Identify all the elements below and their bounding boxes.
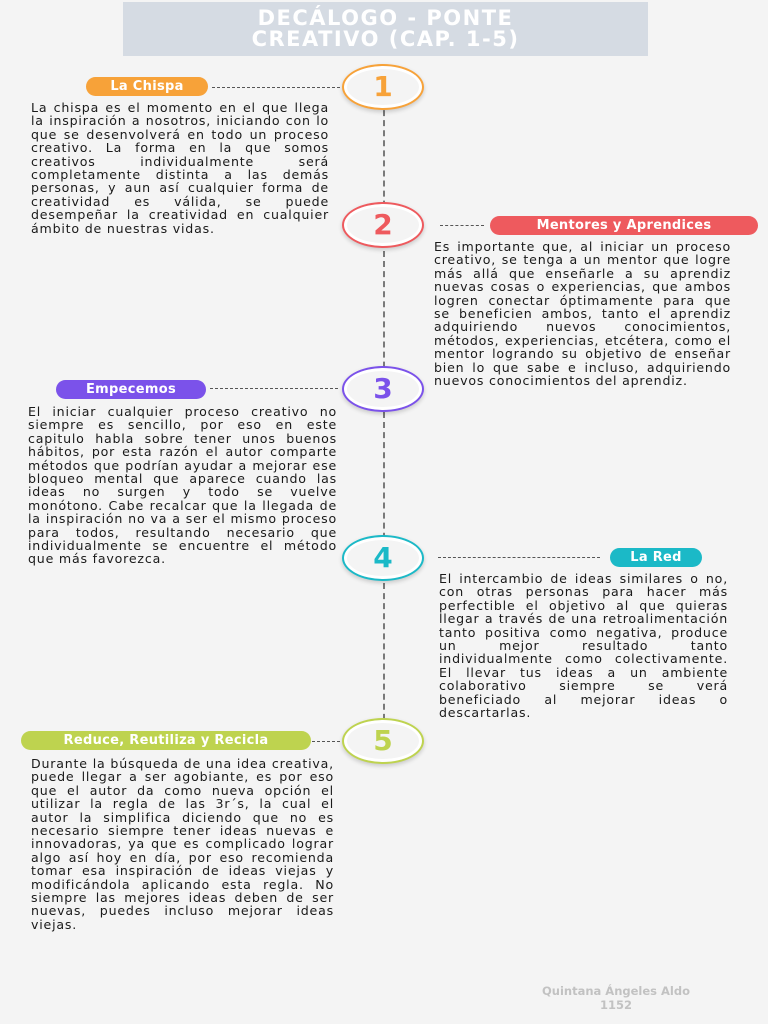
step-5-connector [312,741,340,742]
author-credit: Quintana Ángeles Aldo 1152 [542,984,690,1012]
step-3-label: Empecemos [56,380,206,399]
step-3-circle [342,366,424,412]
step-2-label: Mentores y Aprendices [490,216,758,235]
step-4-number: 4 [373,541,393,574]
step-3-text: El iniciar cualquier proceso creativo no siempre es sencillo, por eso en este capitulo habla sobre tener unos buenos hábitos, por esta razón el autor comparte métodos que podrían ayudar a mejorar ese bloqueo mental que aparece cuando las ideas no surgen y todo se vuelve monótono. Cabe recalcar que la llegada de la inspiración no va a ser el mismo proceso para todos, resultando necesario que individualmente se encuentre el método que más favorezca. [28,404,337,567]
step-2-number: 2 [373,208,393,241]
step-3-number: 3 [373,372,393,405]
step-4-circle [342,535,424,581]
step-4-text: El intercambio de ideas similares o no, con otras personas para hacer más perfectible el objetivo al que quieras llegar a través de una retroalimentación tanto positiva como negativa, produce un mejor resultado tanto individualmente como colectivamente. El llevar tus ideas a un ambiente colaborativo siempre se verá beneficiado al mejorar ideas o descartarlas. [439,571,728,721]
step-1-circle [342,64,424,110]
step-3-connector [210,388,338,389]
timeline-line [383,100,385,740]
step-5-text: Durante la búsqueda de una idea creativa, puede llegar a ser agobiante, es por eso que el autor da como nueva opción el utilizar la regla de las 3r´s, la cual el autor la simplifica diciendo que no es necesario siempre tener ideas nuevas e innovadoras, ya que es complicado lograr algo así hoy en día, por eso recomienda tomar esa inspiración de ideas viejas y modificándola aplicando esta regla. No siempre las mejores ideas deben de ser nuevas, puedes incluso mejorar ideas viejas. [31,756,334,932]
step-2-connector [440,225,484,226]
step-1-label: La Chispa [86,77,208,96]
step-4-label: La Red [610,548,702,567]
step-1-text: La chispa es el momento en el que llega la inspiración a nosotros, iniciando con lo que se desenvolverá en todo un proceso creativo. La forma en la que somos creativos individualmente será completamente distinta a las demás personas, y aun así cualquier forma de creatividad es válida, se puede desempeñar la creatividad en cualquier ámbito de nuestras vidas. [31,100,329,236]
step-2-circle [342,202,424,248]
page-title: DECÁLOGO - PONTE CREATIVO (CAP. 1-5) [251,6,520,51]
step-1-number: 1 [373,70,393,103]
step-1-connector [212,87,340,88]
step-2-text: Es importante que, al iniciar un proceso creativo, se tenga a un mentor que logre más allá que enseñarle a su aprendiz nuevas cosas o experiencias, que ambos logren conectar óptimamente para que se beneficien ambos, tanto el aprendiz adquiriendo nuevos conocimientos, métodos, experiencias, etcétera, como el mentor logrando su objetivo de enseñar bien lo que sabe e incluso, adquiriendo nuevos conocimientos del aprendiz. [434,239,731,389]
step-5-number: 5 [373,724,393,757]
title-banner [123,2,648,56]
step-5-label: Reduce, Reutiliza y Recicla [21,731,311,750]
step-4-connector [438,557,600,558]
step-5-circle [342,718,424,764]
